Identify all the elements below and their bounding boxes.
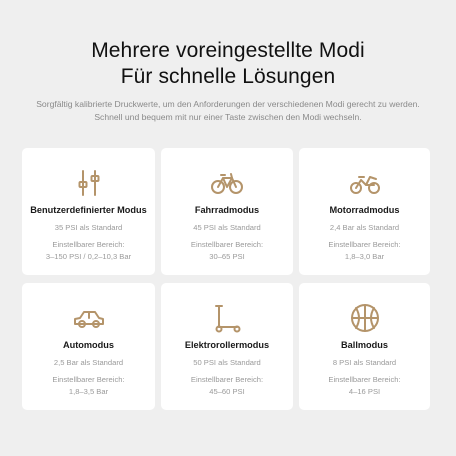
mode-standard: 35 PSI als Standard [54,223,123,232]
mode-range: 4–16 PSI [348,387,381,396]
mode-range-label: Einstellbarer Bereich: [52,375,125,384]
mode-card-motorcycle [299,148,430,275]
mode-name: Fahrradmodus [194,205,260,215]
sliders-icon [72,168,106,198]
mode-card-custom [22,148,155,275]
bicycle-icon [210,168,244,198]
mode-range: 1,8–3,5 Bar [68,387,109,396]
mode-range-label: Einstellbarer Bereich: [328,375,401,384]
mode-range-label: Einstellbarer Bereich: [190,240,264,249]
mode-standard: 50 PSI als Standard [193,358,261,367]
basketball-icon [348,303,382,333]
mode-range: 45–60 PSI [209,387,245,396]
scooter-icon [210,303,244,333]
mode-standard: 45 PSI als Standard [193,223,261,232]
mode-name: Motorradmodus [329,205,400,215]
intro-text: Sorgfältig kalibrierte Druckwerte, um den Anforderungen der verschiedenen Modi gerecht zu werden. Schnell und bequem mit nur einer Taste zwischen den Modi wechseln. [36,99,420,122]
mode-card-ball [299,283,430,410]
mode-standard: 2,4 Bar als Standard [329,223,400,232]
mode-range-label: Einstellbarer Bereich: [328,240,401,249]
car-icon [72,303,106,333]
mode-card-scooter [161,283,293,410]
mode-range: 1,8–3,0 Bar [344,252,385,261]
page-title [0,38,456,90]
mode-name: Ballmodus [341,340,388,350]
mode-range: 30–65 PSI [209,252,245,261]
mode-standard: 2,5 Bar als Standard [53,358,124,367]
page-title-line-2: Für schnelle Lösungen [120,65,336,88]
mode-range-label: Einstellbarer Bereich: [190,375,264,384]
mode-card-bicycle [161,148,293,275]
mode-grid [22,148,430,410]
mode-range-label: Einstellbarer Bereich: [52,240,125,249]
page-title-line-1: Mehrere voreingestellte Modi [91,39,365,62]
mode-name: Benutzerdefinierter Modus [30,205,147,215]
mode-name: Elektrorollermodus [184,340,270,350]
motorcycle-icon [348,168,382,198]
mode-name: Automodus [62,340,115,350]
mode-range: 3–150 PSI / 0,2–10,3 Bar [45,252,132,261]
mode-card-car [22,283,155,410]
mode-standard: 8 PSI als Standard [332,358,397,367]
